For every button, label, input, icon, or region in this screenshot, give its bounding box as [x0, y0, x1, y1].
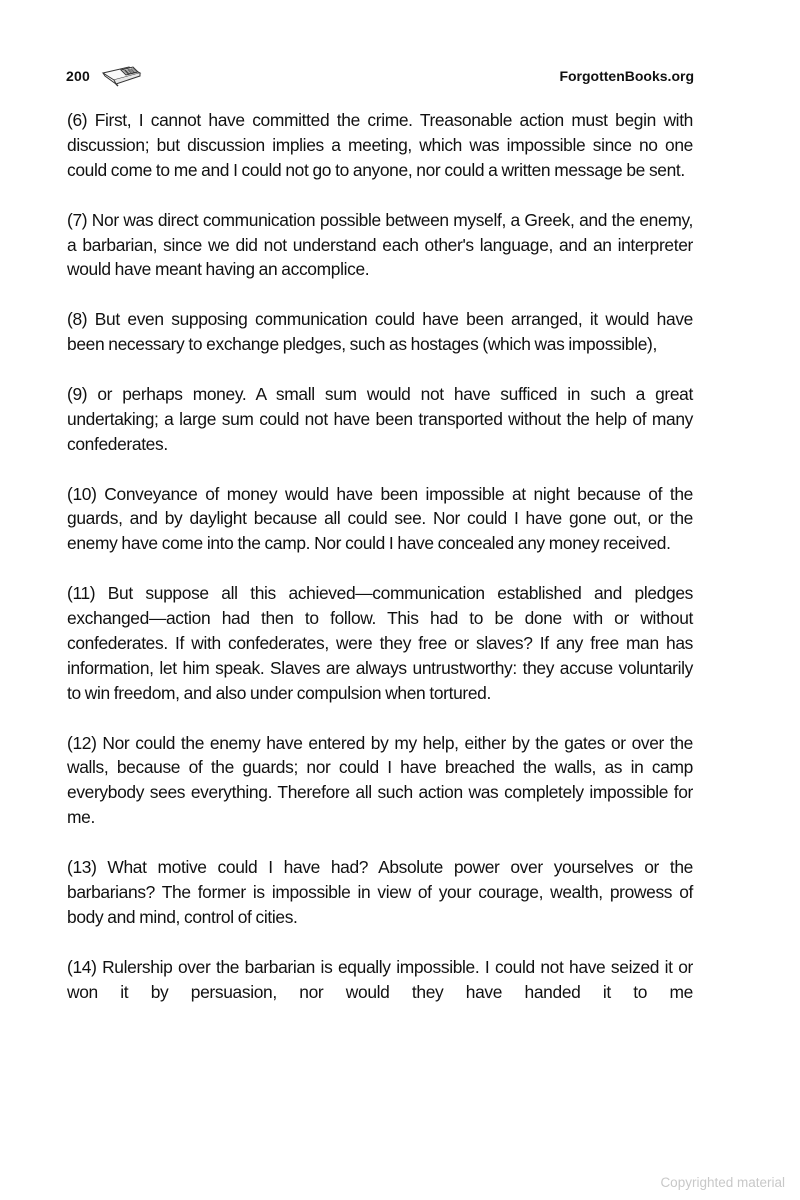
paragraph-13: (13) What motive could I have had? Absolute power over yourselves or the barbarians? The former is impossible in view of your courage, wealth, prowess of body and mind, control of cities. — [67, 857, 693, 927]
page-header — [66, 64, 694, 88]
copyright-watermark: Copyrighted material — [660, 1175, 785, 1190]
paragraph-10: (10) Conveyance of money would have been impossible at night because of the guards, and by daylight because all could see. Nor could I have gone out, or the enemy have come into the camp. Nor could I have concealed any money received. — [67, 483, 693, 554]
paragraph-6: (6) First, I cannot have committed the crime. Treasonable action must begin with discussion; but discussion implies a meeting, which was impossible since no one could come to me and I could not go to anyone, nor could a written message be sent. — [67, 110, 693, 180]
page-body — [67, 108, 693, 1029]
paragraph-12: (12) Nor could the enemy have entered by my help, either by the gates or over the walls, because of the guards; nor could I have breached the walls, as in camp everybody sees everything. Therefore all such action was completely impossible for me. — [67, 732, 693, 828]
site-name: ForgottenBooks.org — [559, 68, 694, 84]
open-book-icon — [100, 64, 142, 88]
paragraph-9: (9) or perhaps money. A small sum would not have sufficed in such a great undertaking; a large sum could not have been transported without the help of many confederates. — [67, 383, 693, 454]
paragraph-7: (7) Nor was direct communication possible between myself, a Greek, and the enemy, a barbarian, since we did not understand each other's language, and an interpreter would have meant having an accomplice. — [67, 209, 693, 280]
paragraph-14: (14) Rulership over the barbarian is equally impossible. I could not have seized it or won it by persuasion, nor would they have handed it to me — [67, 956, 693, 1002]
paragraph-11: (11) But suppose all this achieved—communication established and pledges exchanged—action had then to follow. This had to be done with or without confederates. If with confederates, were they free or slaves? If any free man has information, let him speak. Slaves are always untrustworthy: they accuse voluntarily to win freedom, and also under compulsion when tortured. — [67, 583, 693, 703]
paragraph-8: (8) But even supposing communication could have been arranged, it would have been necessary to exchange pledges, such as hostages (which was impossible), — [67, 309, 693, 355]
header-left — [66, 64, 142, 88]
page-number: 200 — [66, 68, 90, 84]
